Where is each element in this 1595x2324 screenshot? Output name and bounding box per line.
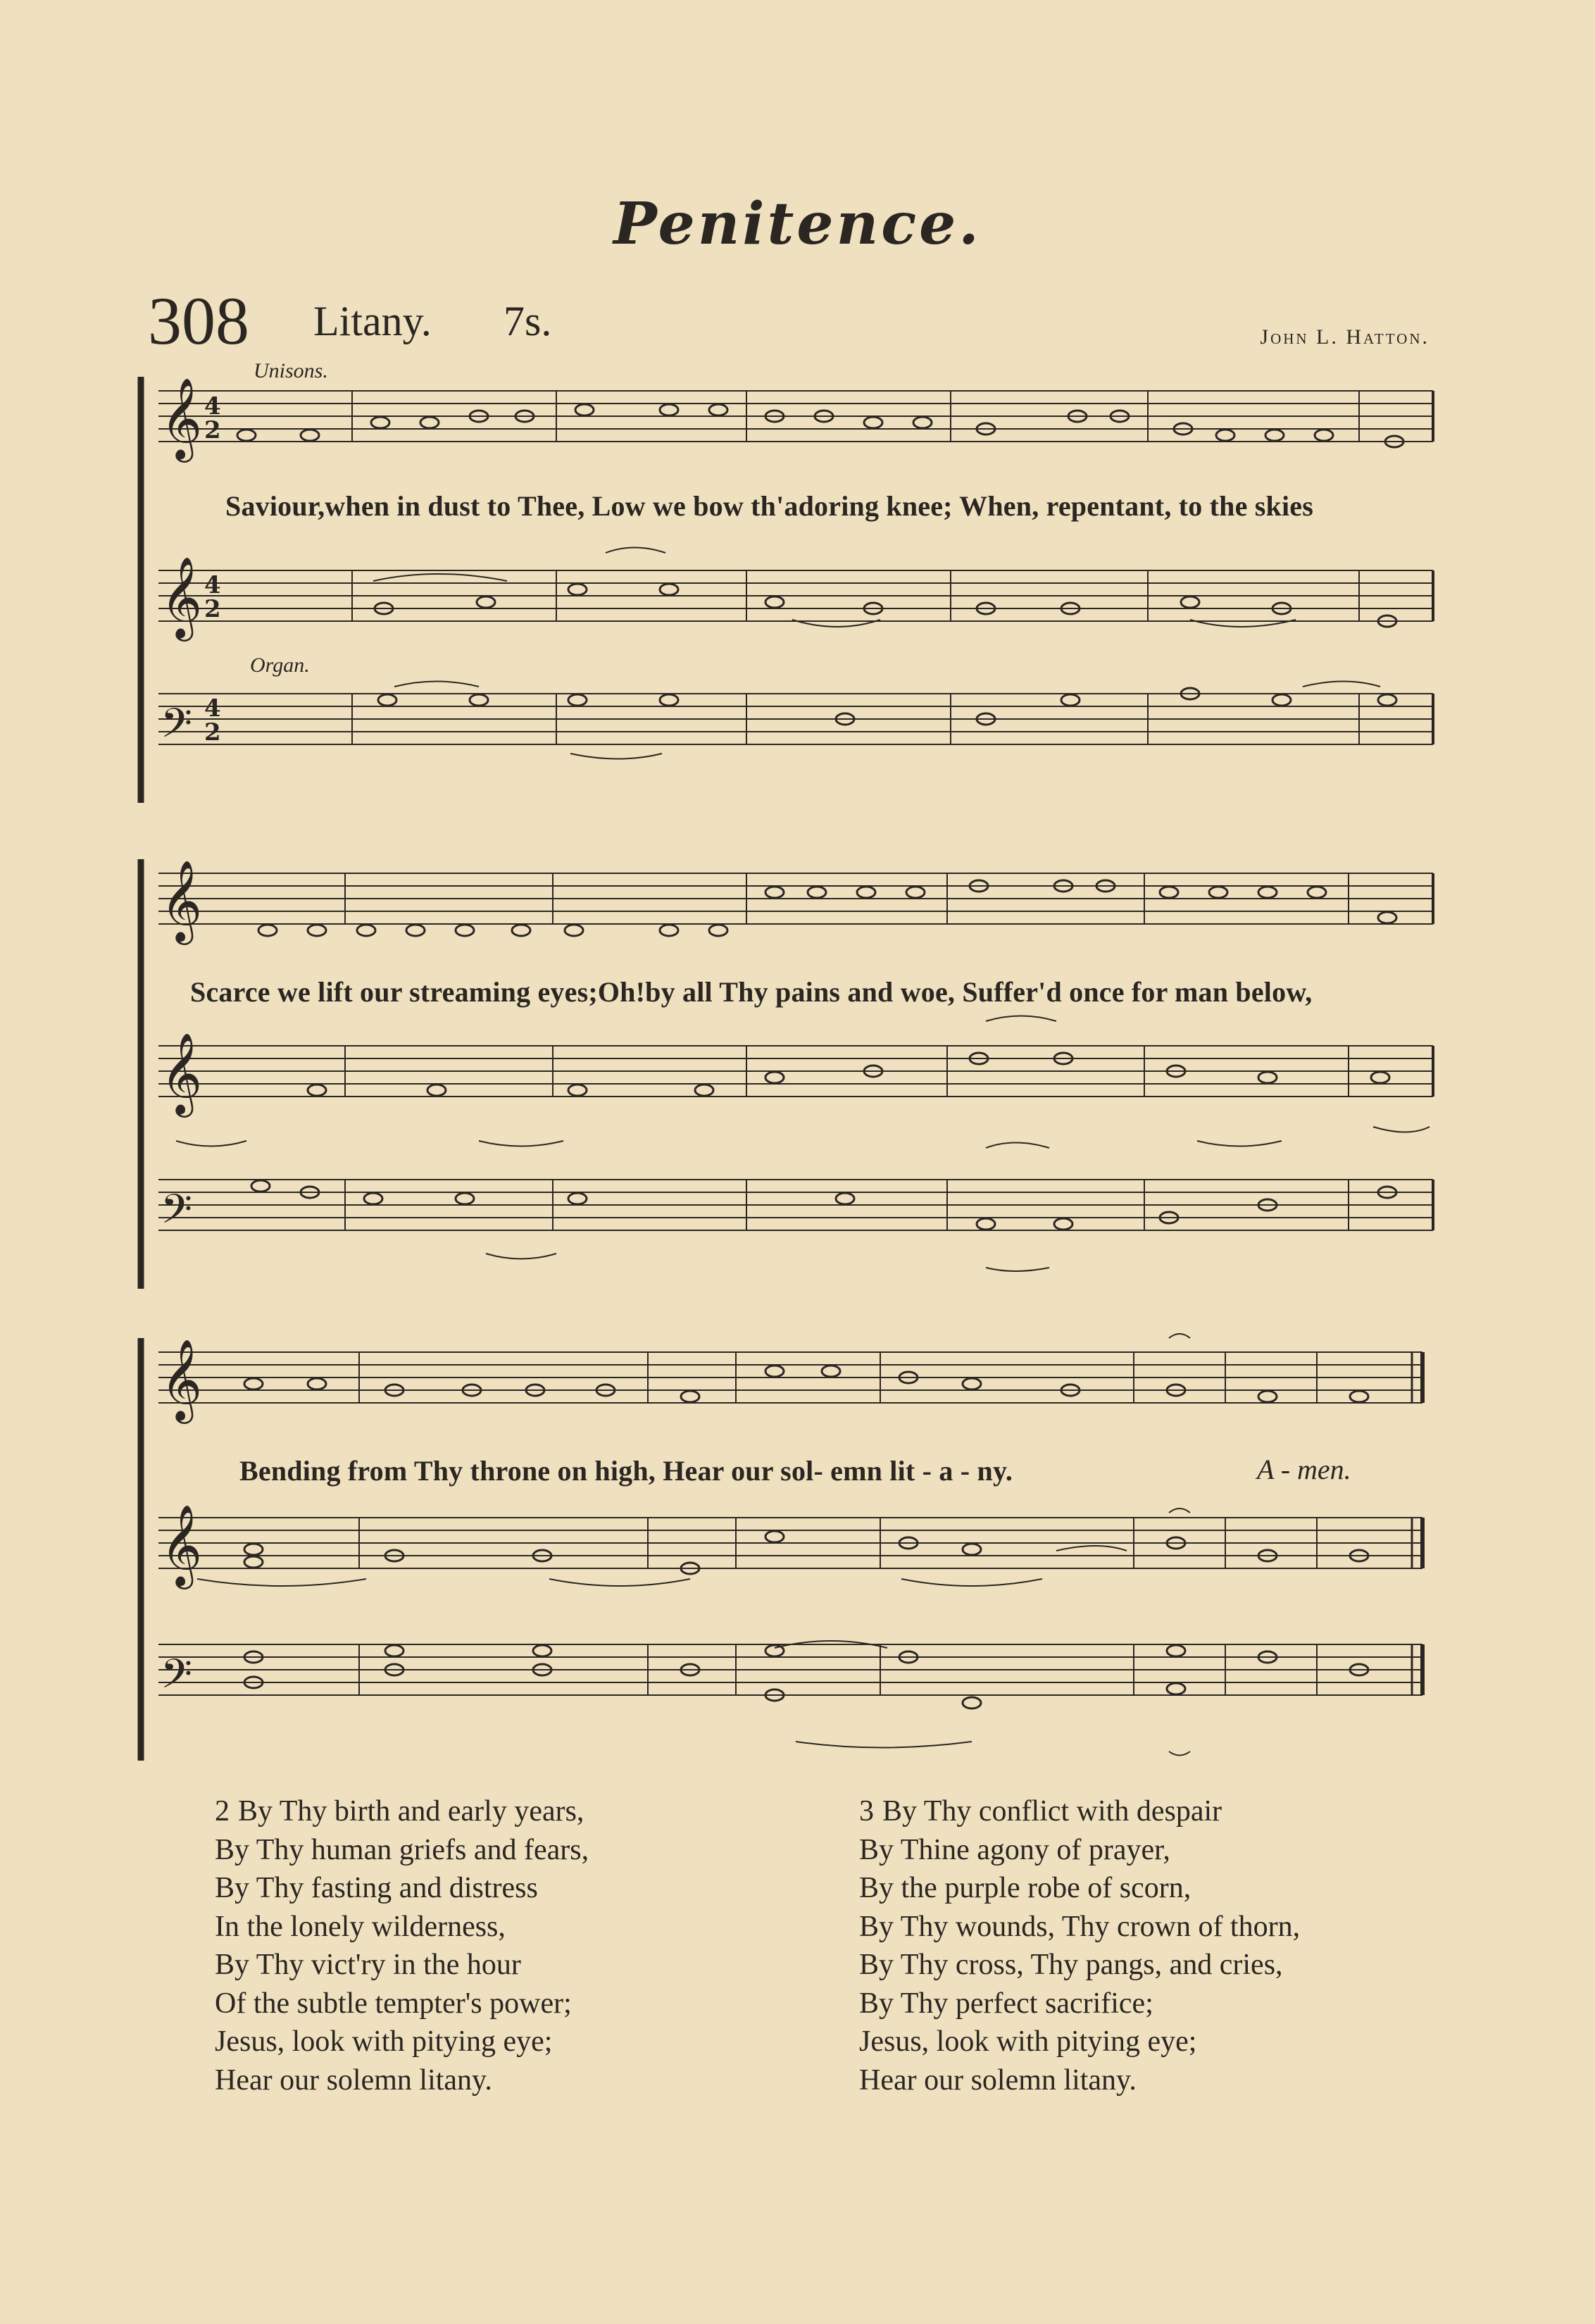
verse-2-line-3: By Thy fasting and distress: [215, 1872, 538, 1904]
verse-2-line-8: Hear our solemn litany.: [215, 2063, 492, 2097]
verse-3-line-1-text: By Thy conflict with despair: [882, 1795, 1222, 1828]
tune-name: Litany.: [313, 298, 432, 344]
verse-2: [215, 1792, 589, 2099]
verse-2-line-7: Jesus, look with pitying eye;: [215, 2025, 553, 2058]
verse-3-line-5: By Thy cross, Thy pangs, and cries,: [859, 1949, 1283, 1981]
music-system-1: [0, 366, 1595, 803]
svg-text:4: 4: [204, 571, 221, 599]
svg-text:𝄢: 𝄢: [161, 1185, 193, 1243]
svg-text:2: 2: [204, 416, 221, 444]
lyric-line-2: Scarce we lift our streaming eyes;Oh!by all Thy pains and woe, Suffer'd once for man below,: [190, 976, 1313, 1008]
hymn-number: 308: [148, 283, 249, 358]
verse-3-line-6: By Thy perfect sacrifice;: [859, 1987, 1153, 2020]
svg-text:𝄞: 𝄞: [161, 1032, 203, 1114]
music-system-2: [0, 838, 1595, 1289]
music-notation-3: [0, 1317, 1595, 1761]
svg-text:𝄢: 𝄢: [161, 1650, 193, 1708]
music-notation-1: [0, 366, 1595, 803]
verse-2-line-1-text: By Thy birth and early years,: [238, 1795, 584, 1828]
svg-text:4: 4: [204, 392, 221, 420]
svg-text:𝄞: 𝄞: [161, 377, 203, 459]
lyric-line-3: Bending from Thy throne on high, Hear our sol- emn lit - a - ny.: [239, 1455, 1013, 1487]
section-title: Penitence.: [613, 190, 982, 258]
amen-text: A - men.: [1257, 1454, 1351, 1485]
verse-2-line-6: Of the subtle tempter's power;: [215, 1987, 572, 2020]
verse-3: [859, 1792, 1300, 2099]
unisons-annotation: Unisons.: [254, 359, 328, 382]
svg-text:4: 4: [204, 694, 221, 723]
composer: John L. Hatton.: [1260, 325, 1430, 349]
music-system-3: [0, 1317, 1595, 1761]
svg-text:𝄞: 𝄞: [161, 1338, 203, 1420]
verse-3-line-1: [859, 1792, 1300, 1831]
verse-3-line-7: Jesus, look with pitying eye;: [859, 2025, 1197, 2058]
verse-2-line-4: In the lonely wilderness,: [215, 1910, 506, 1943]
verse-3-line-3: By the purple robe of scorn,: [859, 1872, 1191, 1904]
verse-2-line-2: By Thy human griefs and fears,: [215, 1833, 589, 1866]
verse-2-line-1: [215, 1792, 589, 1831]
verse-2-line-5: By Thy vict'ry in the hour: [215, 1949, 521, 1981]
svg-text:𝄞: 𝄞: [161, 1504, 203, 1586]
verse-2-number: 2: [215, 1795, 230, 1828]
svg-text:𝄢: 𝄢: [161, 699, 193, 757]
svg-text:𝄞: 𝄞: [161, 556, 203, 638]
svg-text:2: 2: [204, 595, 221, 623]
svg-text:2: 2: [204, 718, 221, 746]
lyric-line-1: Saviour,when in dust to Thee, Low we bow th'adoring knee; When, repentant, to the skies: [225, 490, 1314, 522]
music-notation-2: [0, 838, 1595, 1289]
verse-3-line-8: Hear our solemn litany.: [859, 2063, 1137, 2097]
verse-3-line-4: By Thy wounds, Thy crown of thorn,: [859, 1910, 1301, 1943]
organ-annotation: Organ.: [250, 654, 310, 677]
meter: 7s.: [503, 298, 552, 344]
verse-3-line-2: By Thine agony of prayer,: [859, 1833, 1170, 1866]
verse-3-number: 3: [859, 1795, 874, 1828]
hymn-header: [148, 282, 1451, 359]
svg-text:𝄞: 𝄞: [161, 859, 203, 942]
